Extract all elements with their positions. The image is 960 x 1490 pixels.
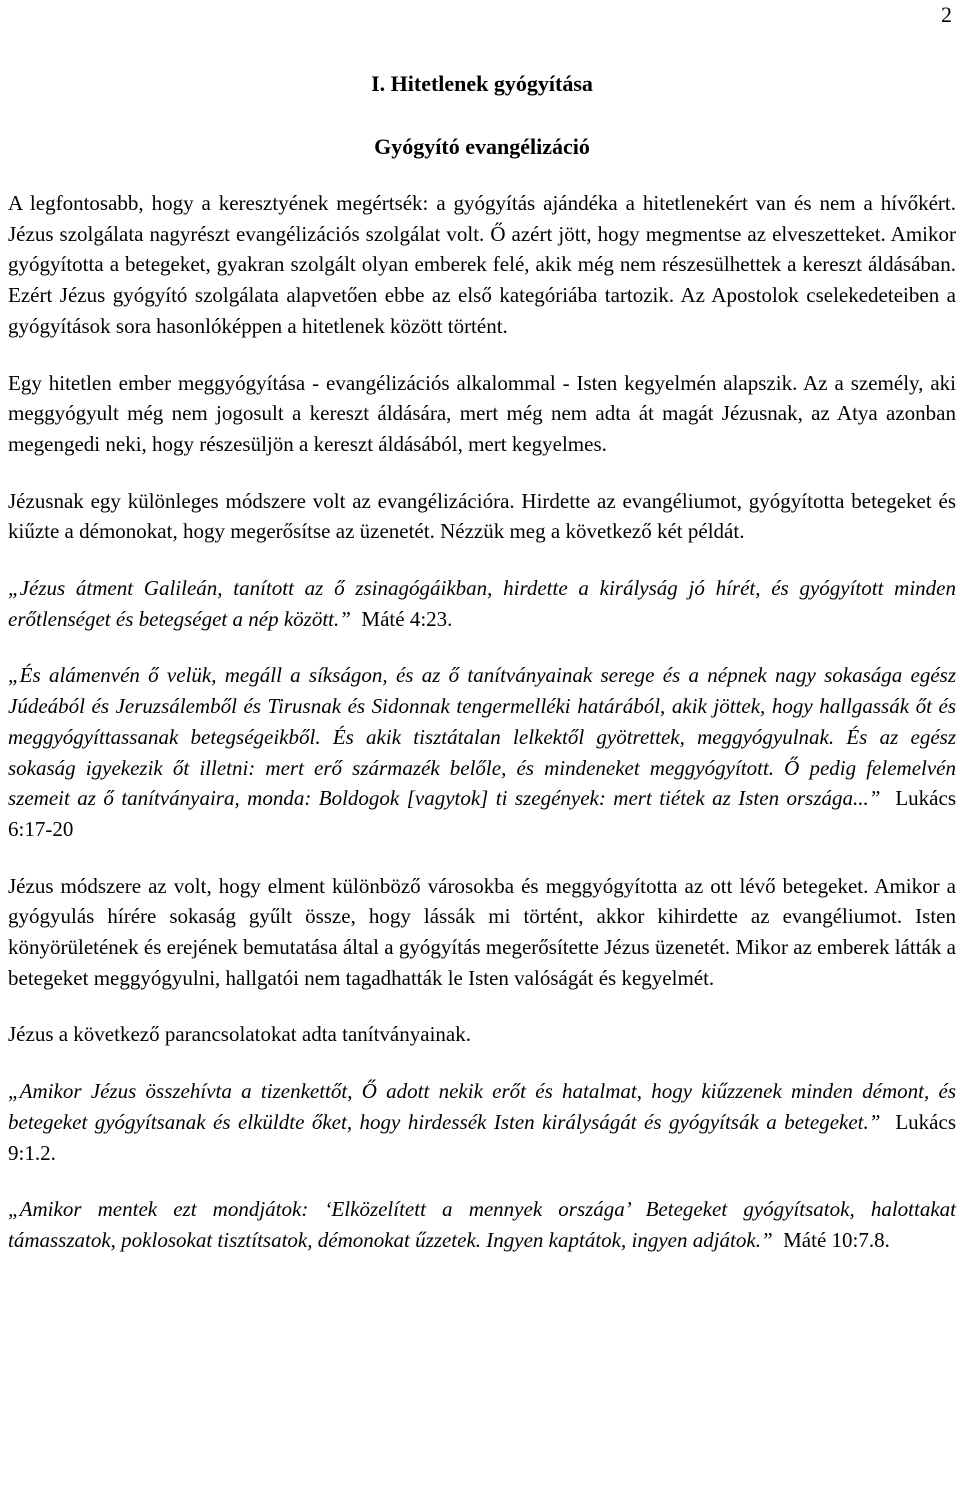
section-title: Gyógyító evangélizáció xyxy=(374,134,590,159)
quote-text: „Amikor Jézus összehívta a tizenkettőt, Ő adott nekik erőt és hatalmat, hogy kiűzzenek minden démont, és betegeket gyógyítsanak és elküldte őket, hogy hirdessék Isten királyságát és gyógyítsák a betegeket.” xyxy=(8,1079,956,1134)
quote-reference: Lukács 9:1.2. xyxy=(8,1109,956,1165)
quote-text: „Jézus átment Galileán, tanított az ő zsinagógáikban, hirdette a királyság jó hírét, és gyógyított minden erőtlenséget és betegséget a nép között.” xyxy=(8,576,956,631)
paragraph-evangelism-method: Jézusnak egy különleges módszere volt az evangélizációra. Hirdette az evangéliumot, gyógyította betegeket és kiűzte a démonokat, hogy megerősítse az üzenetét. Nézzük meg a következő két példát. xyxy=(8,488,956,544)
quote-matthew-4-23 xyxy=(8,573,956,634)
quote-reference: Máté 4:23. xyxy=(361,606,453,631)
paragraph-commands: Jézus a következő parancsolatokat adta tanítványainak. xyxy=(8,1022,471,1047)
page-number: 2 xyxy=(941,2,952,27)
quote-luke-9-1 xyxy=(8,1076,956,1168)
quote-text: „És alámenvén ő velük, megáll a síkságon, és az ő tanítványainak serege és a népnek nagy sokasága egész Júdeából és Jeruzsálemből és Tirusnak és Sidonnak tengermelléki határából, akik jöttek, hogy hallgassák őt és meggyógyíttassanak betegségeikből. És akik tisztátalan lelkektől gyötrettek, meggyógyulnak. És az egész sokaság igyekezik őt illetni: mert erő származék belőle, és mindeneket meggyógyított. Ő pedig felemelvén szemeit az ő tanítványaira, monda: Boldogok [vagytok] ti szegények: mert tiétek az Isten országa...” xyxy=(8,663,956,811)
paragraph-jesus-method: Jézus módszere az volt, hogy elment különböző városokba és meggyógyította az ott lévő betegeket. Amikor a gyógyulás hírére sokaság gyűlt össze, hogy lássák mi történt, akkor kihirdette az evangéliumot. Isten könyörületének és erejének bemutatása által a gyógyítás megerősítette Jézus üzenetét. Mikor az emberek látták a betegeket meggyógyulni, hallgatói nem tagadhatták le Isten valóságát és kegyelmét. xyxy=(8,873,956,990)
quote-matthew-10-7 xyxy=(8,1194,956,1255)
quote-reference: Máté 10:7.8. xyxy=(783,1227,890,1252)
quote-luke-6-17 xyxy=(8,660,956,844)
document-body xyxy=(8,0,956,1256)
paragraph-intro: A legfontosabb, hogy a keresztyének megértsék: a gyógyítás ajándéka a hitetlenekért van és nem a hívőkért. Jézus szolgálata nagyrészt evangélizációs szolgálat volt. Ő azért jött, hogy megmentse az elveszetteket. Amikor gyógyította a betegeket, gyakran szolgált olyan emberek felé, akik még nem részesülhettek a kereszt áldásában. Ezért Jézus gyógyító szolgálata alapvetően ebbe az első kategóriába tartozik. Az Apostolok cselekedeteiben a gyógyítások sora hasonlóképpen a hitetlenek között történt. xyxy=(8,191,956,338)
paragraph-unbeliever-healing: Egy hitetlen ember meggyógyítása - evangélizációs alkalommal - Isten kegyelmén alapszik. Az a személy, aki meggyógyult még nem jogosult a kereszt áldására, mert még nem adta át magát Jézusnak, az Atya azonban megengedi neki, hogy részesüljön a kereszt áldásából, mert kegyelmes. xyxy=(8,370,956,456)
quote-reference: Lukács 6:17-20 xyxy=(8,786,957,841)
quote-text: „Amikor mentek ezt mondjátok: ‘Elközelített a mennyek országa’ Betegeket gyógyítsatok, halottakat támasszatok, poklosokat tisztítsatok, démonokat űzzetek. Ingyen kaptátok, ingyen adjátok.” xyxy=(8,1197,956,1252)
chapter-title: I. Hitetlenek gyógyítása xyxy=(371,71,593,96)
